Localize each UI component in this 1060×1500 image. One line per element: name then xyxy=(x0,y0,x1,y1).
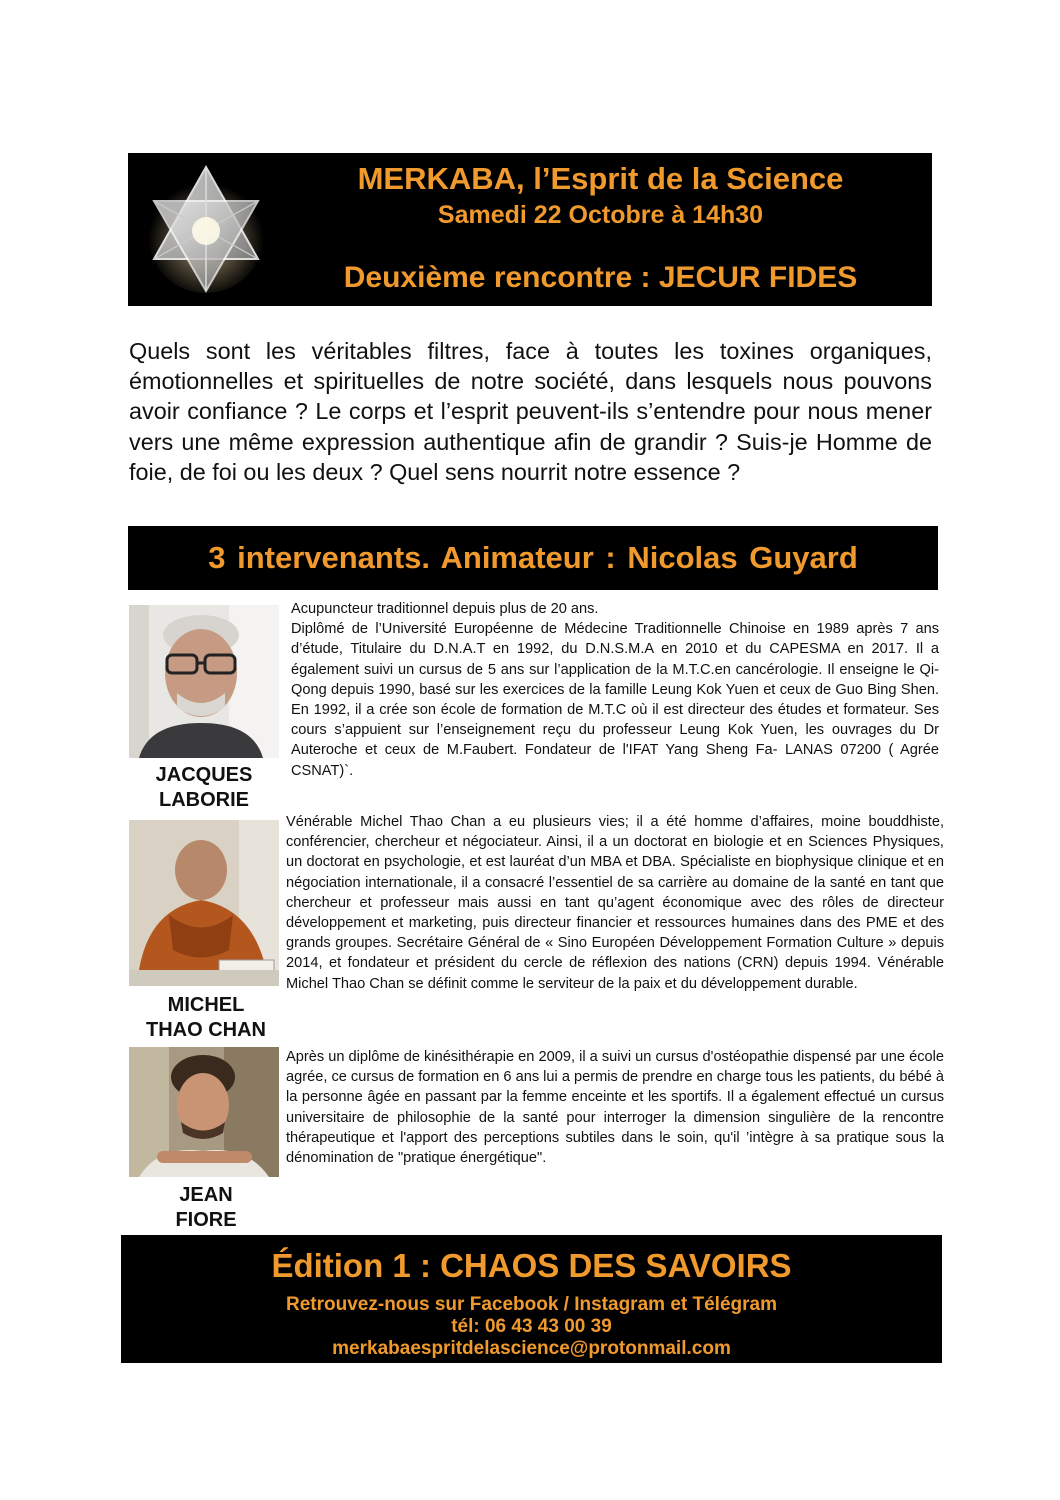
speaker-bio-text: Diplômé de l’Université Européenne de Médecine Traditionnelle Chinoise en 1989 après 7 ans d’étude, Titulaire du D.N.A.T en 1992, du D.N.S.M.A en 2010 et du CAPESMA en 2017. Il a également suivi un cursus de 5 ans sur l’application de la M.T.C.en cancérologie. Il enseigne le Qi-Qong depuis 1990, basé sur les exercices de la famille Leung Kok Yuen et ceux de Guo Bing Shen. En 1992, il a crée son école de formation de M.T.C où il est directeur des études et formateur. Ses cours s’appuient sur l’enseignement reçu du professeur Leung Kok Yuen, les ouvrages du Dr Auteroche et ceux de M.Faubert. Fondateur de l'IFAT Yang Sheng Fa- LANAS 07200 ( Agrée CSNAT)`. xyxy=(291,621,939,779)
speaker-photo-jacques-laborie xyxy=(129,605,279,758)
speaker-bio-text: Après un diplôme de kinésithérapie en 2009, il a suivi un cursus d'ostéopathie dispensé par une école agrée, ce cursus de formation en 6 ans lui a permis de prendre en charge tous les patients, du bébé à la personne âgée en passant par la femme enceinte et les sportifs. Il a également effectué un cursus universitaire de philosophie de la santé pour interroger la dimension singulière de la rencontre thérapeutique et l'apport des perceptions subtiles dans le soin, qu'il ’intègre à sa pratique sous la dénomination de "pratique énergétique". xyxy=(286,1049,944,1167)
speaker-bio-intro: Acupuncteur traditionnel depuis plus de 20 ans. xyxy=(291,601,599,617)
star-tetrahedron-icon xyxy=(136,159,276,299)
speaker-bio-text: Vénérable Michel Thao Chan a eu plusieurs vies; il a été homme d’affaires, moine bouddhiste, conférencier, chercheur et négociateur. Ainsi, il a un doctorat en biologie et en Sciences Physiques, un doctorat en psychologie, et est lauréat d’un MBA et DBA. Spécialiste en biophysique clinique et en négociation internationale, il a consacré l’essentiel de sa carrière au domaine de la santé en tant que chercheur et professeur mais aussi en tant qu’agent économique avec des rôles de directeur développement et marketing, puis directeur financier et ressources humaines dans des PME et des grands groupes. Secrétaire Général de « Sino Européen Développement Formation Culture » depuis 2014, et fondateur et président du cercle de réflexion des nations (CRN) depuis 1994. Vénérable Michel Thao Chan se définit comme le serviteur de la paix et du développement durable. xyxy=(286,814,944,992)
speaker-photo-jean-fiore xyxy=(129,1047,279,1177)
speaker-name-line1: MICHEL xyxy=(167,994,245,1016)
speaker-bio-jacques-laborie xyxy=(291,599,939,781)
contact-email: merkabaespritdelascience@protonmail.com xyxy=(332,1338,731,1359)
speaker-photo-michel-thao-chan xyxy=(129,820,279,986)
speaker-name-line1: JACQUES xyxy=(155,764,253,786)
speaker-name-jacques-laborie xyxy=(129,763,279,813)
speaker-name-line2: THAO CHAN xyxy=(146,1019,266,1041)
event-subtitle: Deuxième rencontre : JECUR FIDES xyxy=(343,261,858,294)
speaker-bio-michel-thao-chan xyxy=(286,812,944,994)
speaker-name-line2: LABORIE xyxy=(159,789,249,811)
footer-banner xyxy=(121,1235,942,1363)
speaker-name-michel-thao-chan xyxy=(129,993,283,1043)
speaker-bio-jean-fiore xyxy=(286,1047,944,1168)
event-title: MERKABA, l’Esprit de la Science xyxy=(357,161,844,196)
header-banner xyxy=(128,153,932,306)
event-date: Samedi 22 Octobre à 14h30 xyxy=(437,201,764,229)
speaker-name-line2: FIORE xyxy=(175,1209,237,1231)
social-networks-text: Retrouvez-nous sur Facebook / Instagram et Télégram xyxy=(286,1294,777,1315)
edition-title: Édition 1 : CHAOS DES SAVOIRS xyxy=(271,1247,792,1284)
speaker-name-line1: JEAN xyxy=(179,1184,233,1206)
speakers-banner: 3 intervenants. Animateur : Nicolas Guyard xyxy=(128,526,938,590)
intro-paragraph: Quels sont les véritables filtres, face à toutes les toxines organiques, émotionnelles et spirituelles de notre société, dans lesquels nous pouvons avoir confiance ? Le corps et l’esprit peuvent-ils s’entendre pour nous mener vers une même expression authentique afin de grandir ? Suis-je Homme de foie, de foi ou les deux ? Quel sens nourrit notre essence ? xyxy=(129,338,932,485)
speaker-name-jean-fiore xyxy=(129,1183,283,1233)
header-text xyxy=(278,153,923,306)
phone-number: tél: 06 43 43 00 39 xyxy=(451,1316,612,1337)
